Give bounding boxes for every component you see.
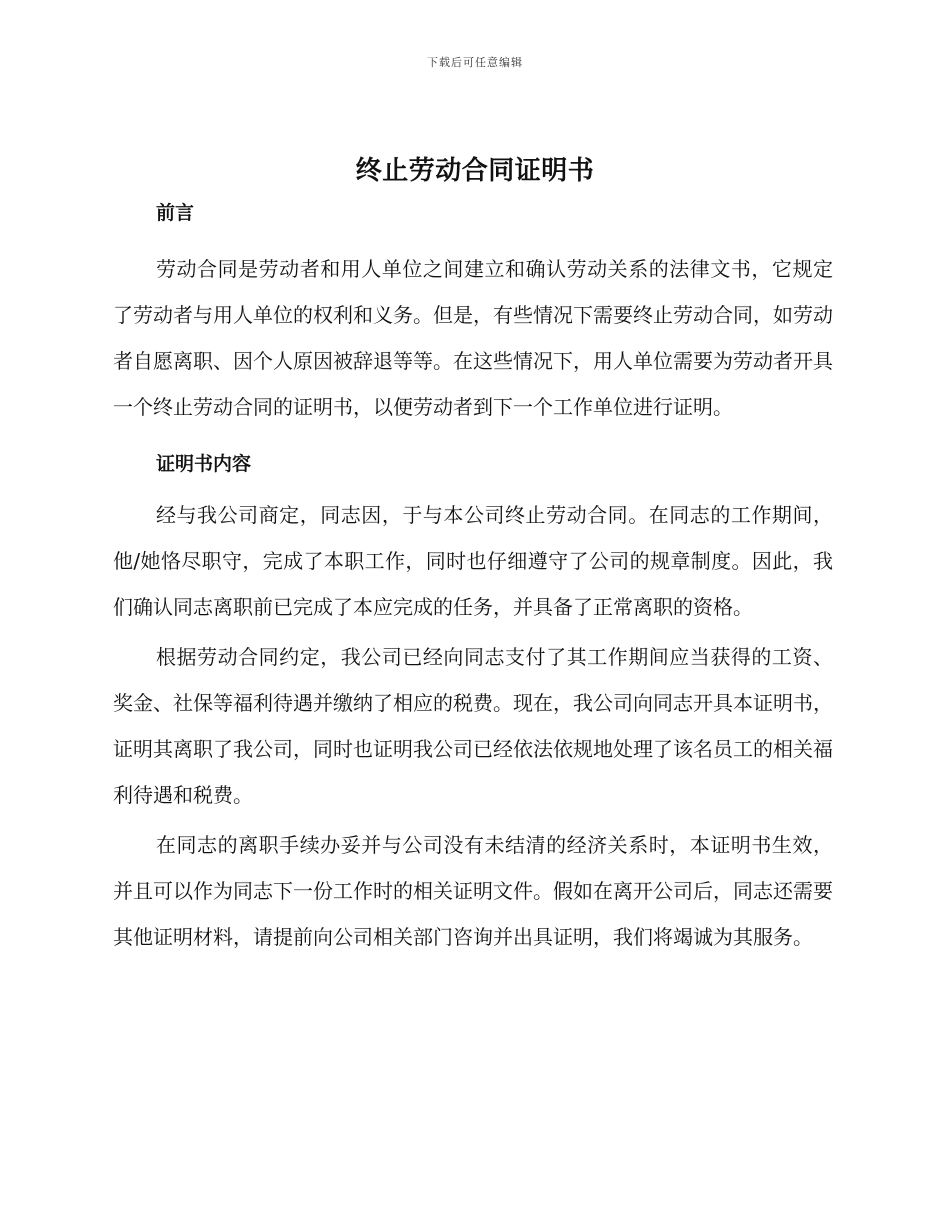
content-paragraph-2: 根据劳动合同约定，我公司已经向同志支付了其工作期间应当获得的工资、奖金、社保等福利待遇并缴纳了相应的税费。现在，我公司向同志开具本证明书，证明其离职了我公司，同时也证明我公司已经依法依规地处理了该名员工的相关福利待遇和税费。 [113, 645, 833, 807]
section-heading-certificate-content: 证明书内容 [156, 453, 252, 475]
preface-paragraph: 劳动合同是劳动者和用人单位之间建立和确认劳动关系的法律文书，它规定了劳动者与用人单位的权利和义务。但是，有些情况下需要终止劳动合同，如劳动者自愿离职、因个人原因被辞退等等。在这些情况下，用人单位需要为劳动者开具一个终止劳动合同的证明书，以便劳动者到下一个工作单位进行证明。 [113, 257, 833, 419]
document-body [113, 197, 833, 960]
content-paragraph-3: 在同志的离职手续办妥并与公司没有未结清的经济关系时，本证明书生效，并且可以作为同志下一份工作时的相关证明文件。假如在离开公司后，同志还需要其他证明材料，请提前向公司相关部门咨询并出具证明，我们将竭诚为其服务。 [113, 833, 833, 949]
content-paragraph-1: 经与我公司商定，同志因，于与本公司终止劳动合同。在同志的工作期间，他/她恪尽职守，完成了本职工作，同时也仔细遵守了公司的规章制度。因此，我们确认同志离职前已完成了本应完成的任务，并具备了正常离职的资格。 [113, 503, 833, 619]
page-header-note: 下载后可任意编辑 [427, 56, 523, 69]
document-title: 终止劳动合同证明书 [355, 156, 595, 186]
section-heading-preface: 前言 [156, 202, 195, 224]
